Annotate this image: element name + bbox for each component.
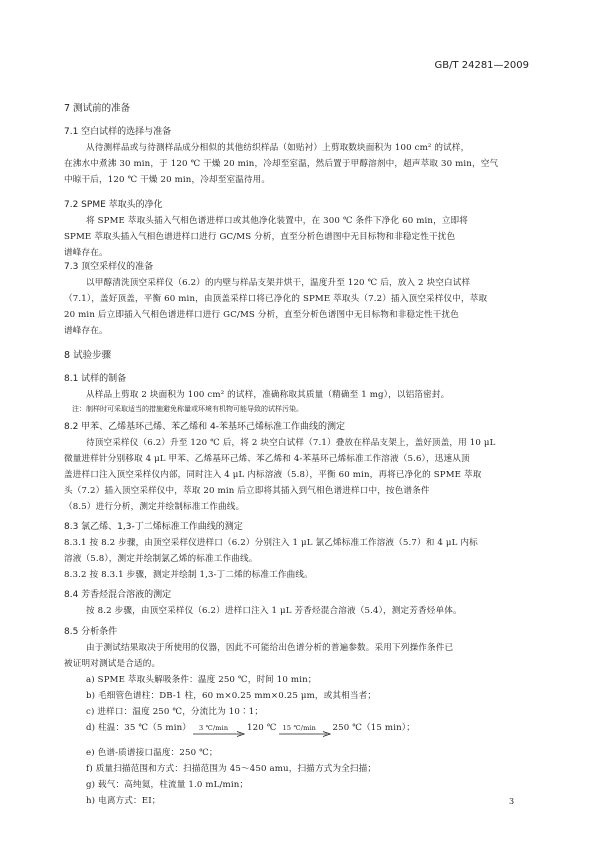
text-line: 谱峰存在。 — [64, 248, 108, 258]
text-line: 从样品上剪取 2 块面积为 100 cm² 的试样，准确称取其质量（精确至 1 mg），以铝箔密封。 — [86, 390, 450, 400]
text-line: SPME 萃取头插入气相色谱进样口进行 GC/MS 分析，直至分析色谱图中无目标物和非稳定性干扰色 — [64, 232, 456, 242]
text-line: 头（7.2）插入顶空采样仪中，萃取 20 min 后立即将其插入到气相色谱进样口中，按色谱条件 — [64, 486, 430, 496]
note-text: 注：制样时可采取适当的措施避免称量或环境有机物可能导致的试样污染。 — [72, 405, 303, 413]
subsection-heading: 7.2 SPME 萃取头的净化 — [64, 200, 163, 210]
text-line: 被证明对测试是合适的。 — [64, 659, 161, 669]
text-line: 盖进样口注入顶空采样仪内部，同时注入 4 μL 内标溶液（5.8），平衡 60 min，再将已净化的 SPME 萃取 — [64, 470, 482, 480]
page-number: 3 — [509, 797, 515, 806]
text-line: 按 8.2 步骤，由顶空采样仪（6.2）进样口注入 1 μL 芳香烃混合溶液（5.4），测定芳香烃单体。 — [86, 606, 462, 616]
oven-program-line — [86, 718, 415, 738]
text-line: （7.1），盖好顶盖，平衡 60 min，由顶盖采样口将已净化的 SPME 萃取头（7.2）插入顶空采样仪中，萃取 — [64, 294, 488, 304]
subsection-heading: 7.3 顶空采样仪的准备 — [64, 262, 154, 272]
text-line: 将 SPME 萃取头插入气相色谱进样口或其他净化装置中，在 300 ℃ 条件下净化 60 min，立即将 — [86, 216, 469, 226]
text-line: h) 电离方式：EI； — [86, 796, 161, 806]
section-heading: 8 试验步骤 — [64, 350, 112, 361]
ramp-arrow-2 — [279, 724, 331, 738]
oven-label: d) 柱温： — [86, 723, 125, 733]
subsection-heading: 8.5 分析条件 — [64, 627, 118, 637]
text-line: 微量进样针分别移取 4 μL 甲苯、乙烯基环己烯、苯乙烯和 4-苯基环己烯标准工作溶液（5.6），迅速从顶 — [64, 454, 470, 464]
text-line: 谱峰存在。 — [64, 326, 108, 336]
standard-number: GB/T 24281—2009 — [434, 60, 529, 71]
subsection-heading: 7.1 空白试样的选择与准备 — [64, 127, 172, 137]
text-line: 溶液（5.8），测定并绘制氯乙烯的标准工作曲线。 — [64, 554, 258, 564]
subsection-heading: 8.4 芳香烃混合溶液的测定 — [64, 590, 172, 600]
text-line: c) 进样口：温度 250 ℃，分流比为 10∶1； — [86, 707, 264, 717]
text-line: 以甲醇清洗顶空采样仪（6.2）的内壁与样品支架并烘干，温度升至 120 ℃ 后，放入 2 块空白试样 — [86, 278, 471, 288]
text-line: 由于测试结果取决于所使用的仪器，因此不可能给出色谱分析的普遍参数。采用下列操作条件已 — [86, 643, 454, 653]
text-line: f) 质量扫描范围和方式：扫描范围为 45～450 amu，扫描方式为全扫描； — [86, 764, 377, 774]
subsection-heading: 8.2 甲苯、乙烯基环己烯、苯乙烯和 4-苯基环己烯标准工作曲线的测定 — [64, 422, 346, 432]
text-line: 待顶空采样仪（6.2）升至 120 ℃ 后，将 2 块空白试样（7.1）叠放在样品支架上，盖好顶盖，用 10 μL — [86, 438, 496, 448]
oven-middle: 120 ℃ — [247, 723, 277, 733]
text-line: 8.3.2 按 8.3.1 步骤，测定并绘制 1,3-丁二烯的标准工作曲线。 — [64, 570, 313, 580]
subsection-heading: 8.3 氯乙烯、1,3-丁二烯标准工作曲线的测定 — [64, 522, 243, 532]
text-line: 中晾干后，120 ℃ 干燥 20 min，冷却至室温待用。 — [64, 175, 271, 185]
text-line: e) 色谱-质谱接口温度：250 ℃； — [86, 748, 218, 758]
section-heading: 7 测试前的准备 — [64, 103, 131, 114]
subsection-heading: 8.1 试样的制备 — [64, 374, 127, 384]
text-line: b) 毛细管色谱柱：DB-1 柱，60 m×0.25 mm×0.25 μm，或其相当者； — [86, 691, 377, 701]
ramp-arrow-1 — [193, 724, 245, 738]
text-line: 20 min 后立即插入气相色谱进样口进行 GC/MS 分析，直至分析色谱图中无目标物和非稳定性干扰色 — [64, 310, 459, 320]
oven-final: 250 ℃（15 min）； — [332, 723, 415, 733]
ramp-rate-1: 3 ℃/min — [199, 724, 229, 732]
oven-initial: 35 ℃（5 min） — [124, 723, 192, 733]
text-line: a) SPME 萃取头解吸条件：温度 250 ℃，时间 10 min； — [86, 675, 317, 685]
text-line: 在沸水中煮沸 30 min，于 120 ℃ 干燥 20 min，冷却至室温，然后置于甲醇溶剂中，超声萃取 30 min，空气 — [64, 159, 499, 169]
text-line: g) 载气：高纯氦，柱流量 1.0 mL/min； — [86, 780, 249, 790]
ramp-rate-2: 15 ℃/min — [282, 724, 316, 732]
text-line: 8.3.1 按 8.2 步骤，由顶空采样仪进样口（6.2）分别注入 1 μL 氯乙烯标准工作溶液（5.7）和 4 μL 内标 — [64, 538, 478, 548]
text-line: （8.5）进行分析，测定并绘制标准工作曲线。 — [64, 502, 245, 512]
text-line: 从待测样品或与待测样品成分相似的其他纺织样品（如贴衬）上剪取数块面积为 100 cm² 的试样， — [86, 143, 470, 153]
